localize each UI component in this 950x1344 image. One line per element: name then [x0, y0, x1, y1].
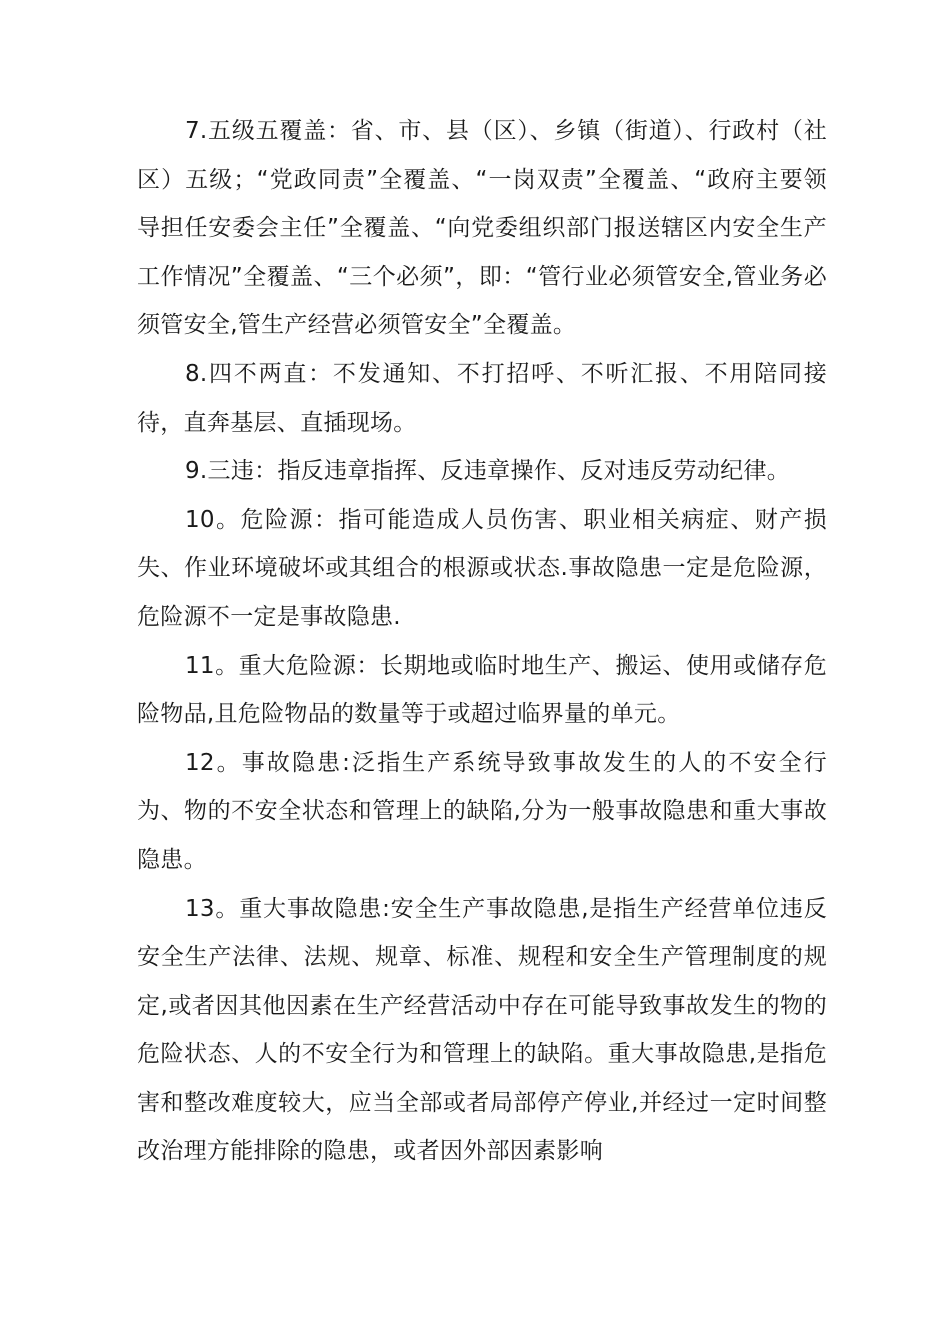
paragraph-item-9: 9.三违：指反违章指挥、反违章操作、反对违反劳动纪律。 [185, 458, 791, 485]
document-body [137, 107, 827, 1176]
paragraph-item-10: 10。危险源：指可能造成人员伤害、职业相关病症、财产损失、作业环境破坏或其组合的根源或状态.事故隐患一定是危险源，危险源不一定是事故隐患. [137, 506, 827, 630]
paragraph-item-8: 8.四不两直：不发通知、不打招呼、不听汇报、不用陪同接待，直奔基层、直插现场。 [137, 360, 827, 436]
paragraph-item-7: 7.五级五覆盖：省、市、县（区）、乡镇（街道）、行政村（社区）五级；“党政同责”全覆盖、“一岗双责”全覆盖、“政府主要领导担任安委会主任”全覆盖、“向党委组织部门报送辖区内安全生产工作情况”全覆盖、“三个必须”，即：“管行业必须管安全,管业务必须管安全,管生产经营必须管安全”全覆盖。 [137, 118, 827, 339]
paragraph-item-11: 11。重大危险源：长期地或临时地生产、搬运、使用或储存危险物品,且危险物品的数量等于或超过临界量的单元。 [137, 652, 827, 728]
paragraph-item-12: 12。事故隐患:泛指生产系统导致事故发生的人的不安全行为、物的不安全状态和管理上的缺陷,分为一般事故隐患和重大事故隐患。 [137, 749, 827, 873]
paragraph-item-13: 13。重大事故隐患:安全生产事故隐患,是指生产经营单位违反安全生产法律、法规、规章、标准、规程和安全生产管理制度的规定,或者因其他因素在生产经营活动中存在可能导致事故发生的物的危险状态、人的不安全行为和管理上的缺陷。重大事故隐患,是指危害和整改难度较大，应当全部或者局部停产停业,并经过一定时间整改治理方能排除的隐患，或者因外部因素影响 [137, 895, 827, 1165]
